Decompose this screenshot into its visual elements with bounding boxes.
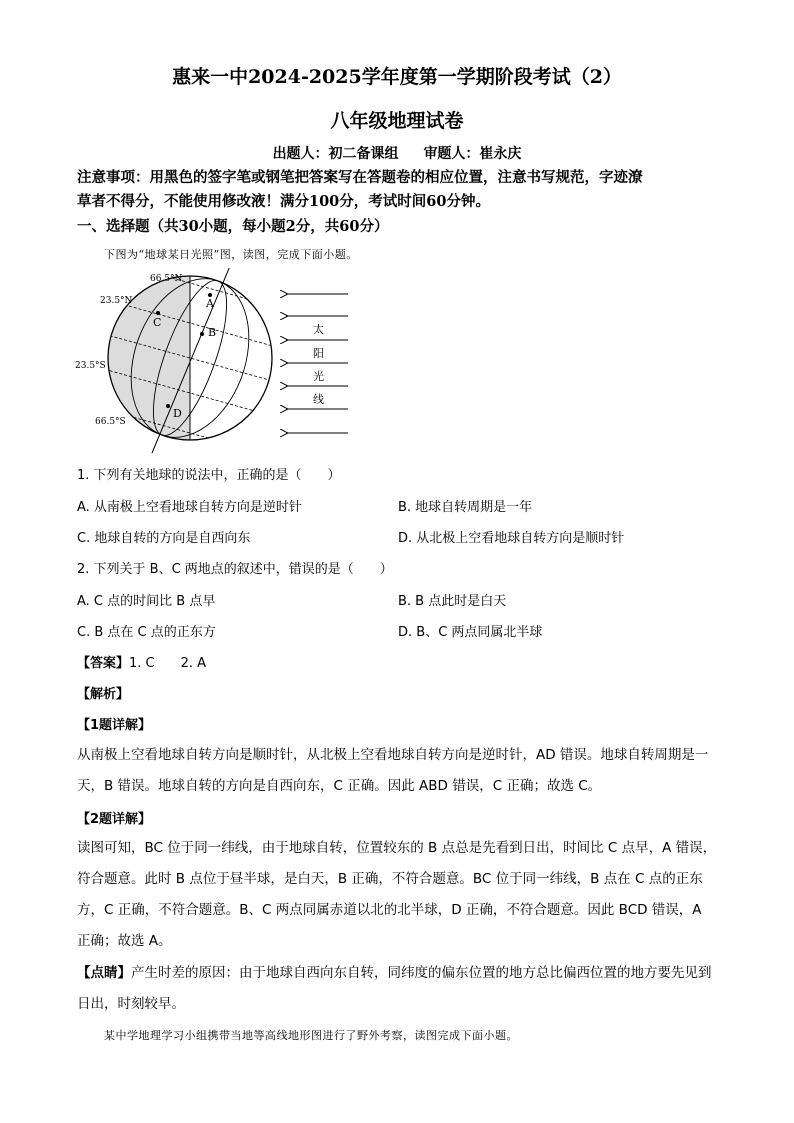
tip-label: 【点睛】 [77,965,131,981]
sunlight-char-2: 阳 [313,347,324,360]
lat-label-66-5s: 66.5°S [95,417,126,427]
point-a-label: A [206,297,214,310]
q1-option-b: B. 地球自转周期是一年 [398,500,533,515]
answer-line [77,652,206,671]
figure-intro: 下图为“地球某日光照”图，读图，完成下面小题。 [104,248,358,261]
q2-option-d: D. B、C 两点同属北半球 [398,625,543,640]
q2-option-a: A. C 点的时间比 B 点早 [77,594,216,609]
question-1-stem: 1. 下列有关地球的说法中，正确的是（ ） [77,468,341,483]
detail-1-text: 从南极上空看地球自转方向是顺时针，从北极上空看地球自转方向是逆时针，AD 错误。地球自转周期是一天，B 错误。地球自转的方向是自西向东，C 正确。因此 ABD 错误，C 正确；故选 C。 [77,747,709,794]
sunlight-char-4: 线 [313,393,324,406]
section-title: 一、选择题（共30小题，每小题2分，共60分） [77,218,389,235]
point-d-dot [166,404,170,408]
q1-option-c: C. 地球自转的方向是自西向东 [77,531,251,546]
notice-block [77,166,717,214]
notice-label: 注意事项： [77,169,150,186]
lat-label-23-5s: 23.5°S [75,361,106,371]
q1-option-d: D. 从北极上空看地球自转方向是顺时针 [398,531,625,546]
q2-option-c: C. B 点在 C 点的正东方 [77,625,216,640]
exam-subtitle: 八年级地理试卷 [330,110,464,132]
next-figure-intro: 某中学地理学习小组携带当地等高线地形图进行了野外考察，读图完成下面小题。 [104,1029,518,1042]
q2-option-b: B. B 点此时是白天 [398,594,507,609]
lat-label-66-5n: 66.5°N [150,274,183,284]
question-2-stem: 2. 下列关于 B、C 两地点的叙述中，错误的是（ ） [77,562,393,577]
point-d-label: D [173,407,182,420]
sunlight-char-3: 光 [313,370,324,383]
point-c-label: C [153,316,162,329]
lat-label-23-5n: 23.5°N [100,296,133,306]
detail-2-label: 【2题详解】 [77,812,152,827]
point-c-dot [156,311,160,315]
tip-text: 产生时差的原因：由于地球自西向东自转，同纬度的偏东位置的地方总比偏西位置的地方要先见到日出，时刻较早。 [77,965,712,1012]
exam-title: 惠来一中2024-2025学年度第一学期阶段考试（2） [172,66,622,88]
analysis-label: 【解析】 [77,687,130,702]
tip-block [77,958,717,1020]
author-name: 出题人：初二备课组 [272,146,399,162]
answer-label: 【答案】 [77,656,130,671]
detail-2-text: 读图可知，BC 位于同一纬线，由于地球自转，位置较东的 B 点总是先看到日出，时间比 C 点早，A 错误，符合题意。此时 B 点位于昼半球，是白天，B 正确，不符合题意。BC 位于同一纬线，B 点在 C 点的正东方，C 正确，不符合题意。B、C 两点同属赤道以北的北半球，D 正确，不符合题意。因此 BCD 错误，A 正确；故选 A。 [77,840,717,949]
exam-authors [0,143,794,163]
q1-option-a: A. 从南极上空看地球自转方向是逆时针 [77,500,302,515]
sunlight-arrows [286,294,348,433]
notice-line2: 草者不得分，不能使用修改液！满分100分，考试时间60分钟。 [77,193,490,210]
sunlight-char-1: 太 [313,323,324,336]
answer-text: 1. C 2. A [129,656,207,671]
reviewer-name: 审题人：崔永庆 [423,146,522,162]
point-b-label: B [208,326,217,339]
earth-illumination-figure [60,268,380,458]
point-b-dot [200,332,204,336]
notice-line1: 用黑色的签字笔或钢笔把答案写在答题卷的相应位置，注意书写规范，字迹潦 [149,169,643,186]
detail-1-label: 【1题详解】 [77,718,152,733]
